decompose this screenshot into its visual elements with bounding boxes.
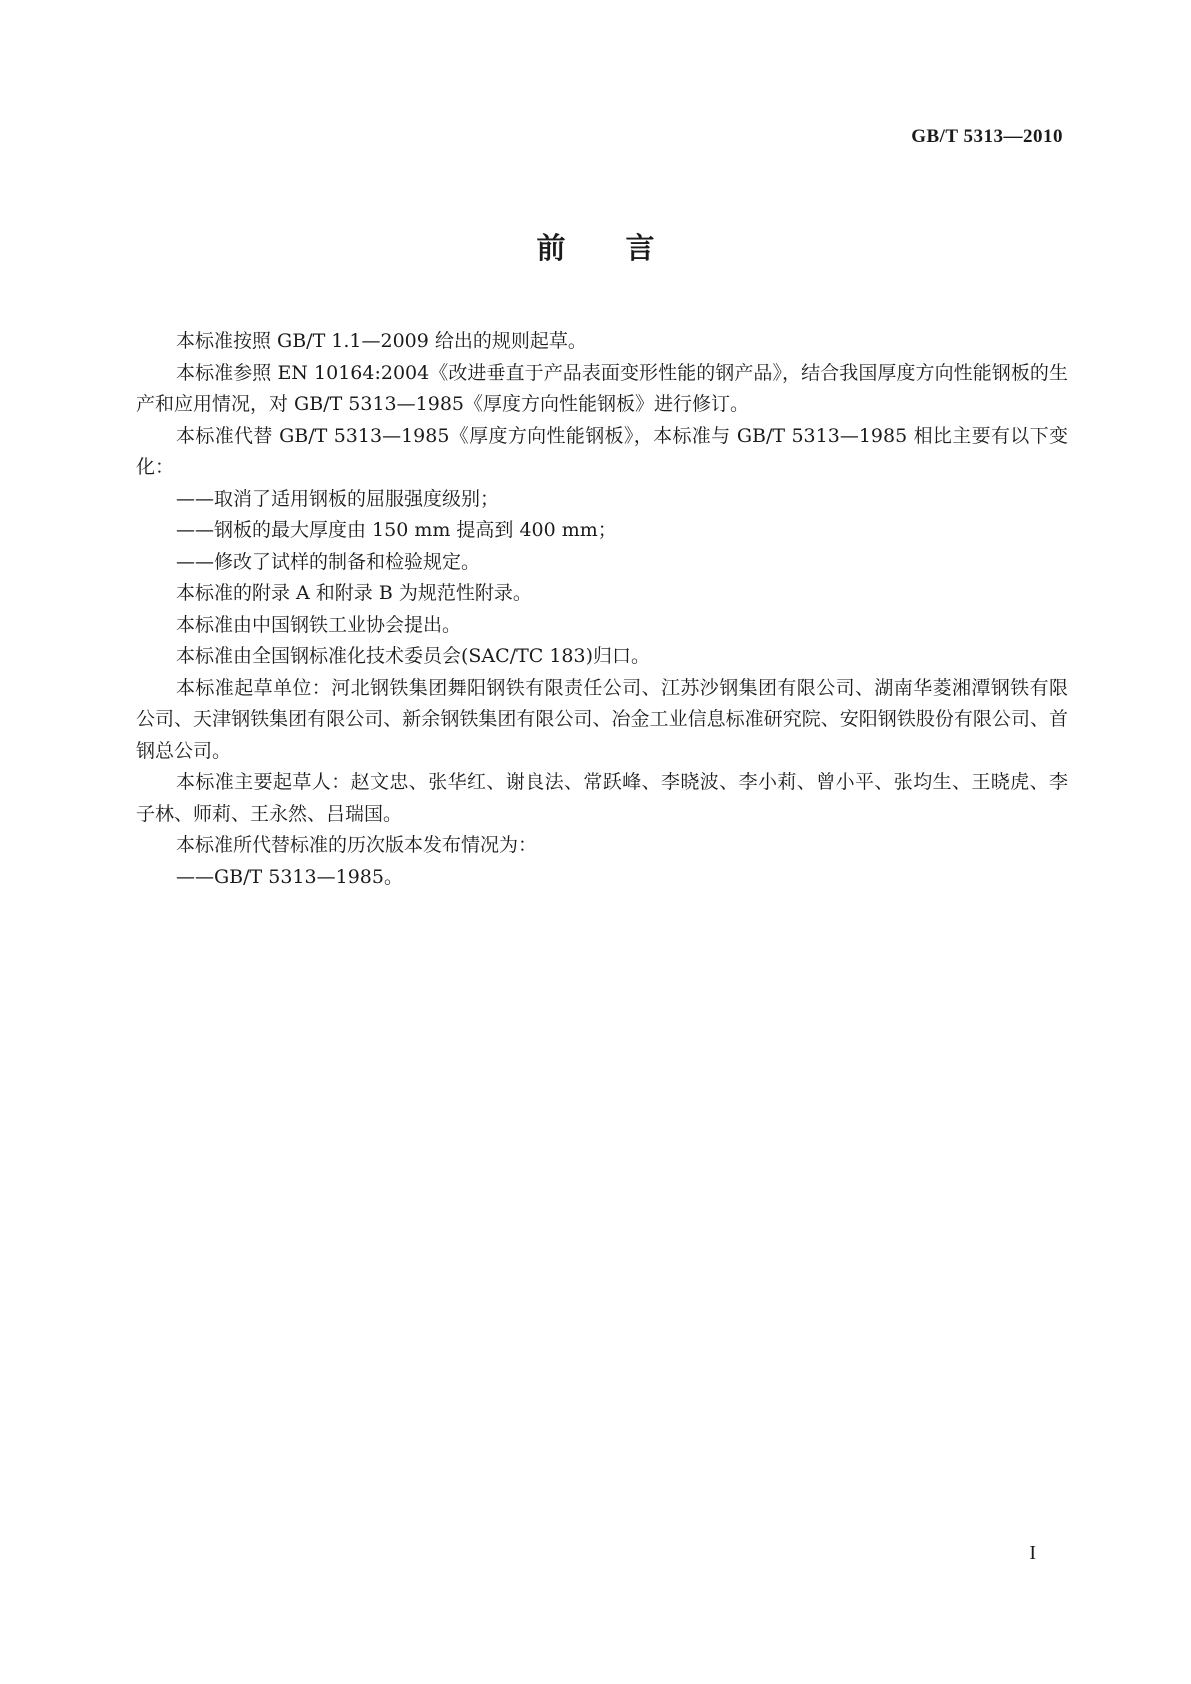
change-item: ——取消了适用钢板的屈服强度级别； xyxy=(176,487,500,510)
history-item: ——GB/T 5313—1985。 xyxy=(176,865,403,888)
document-code: GB/T 5313—2010 xyxy=(911,126,1063,147)
paragraph-annexes: 本标准的附录 A 和附录 B 为规范性附录。 xyxy=(176,582,532,604)
paragraph-proposer: 本标准由中国钢铁工业协会提出。 xyxy=(176,613,462,636)
change-item: ——修改了试样的制备和检验规定。 xyxy=(176,550,481,573)
page-number: I xyxy=(1029,1542,1036,1564)
paragraph-committee: 本标准由全国钢标准化技术委员会(SAC/TC 183)归口。 xyxy=(176,645,651,667)
paragraph-drafters: 本标准主要起草人：赵文忠、张华红、谢良法、常跃峰、李晓波、李小莉、曾小平、张均生、王晓虎、李子林、师莉、王永然、吕瑞国。 xyxy=(136,771,1068,825)
paragraph-history: 本标准所代替标准的历次版本发布情况为： xyxy=(176,834,538,856)
paragraph-drafting-units: 本标准起草单位：河北钢铁集团舞阳钢铁有限责任公司、江苏沙钢集团有限公司、湖南华菱湘潭钢铁有限公司、天津钢铁集团有限公司、新余钢铁集团有限公司、冶金工业信息标准研究院、安阳钢铁股份有限公司、首钢总公司。 xyxy=(136,676,1068,762)
paragraph-drafting-rules: 本标准按照 GB/T 1.1—2009 给出的规则起草。 xyxy=(176,330,587,352)
document-body xyxy=(136,326,1068,893)
paragraph-replaces: 本标准代替 GB/T 5313—1985《厚度方向性能钢板》，本标准与 GB/T 5313—1985 相比主要有以下变化： xyxy=(136,424,1068,478)
page-title: 前言 xyxy=(536,231,715,265)
paragraph-reference: 本标准参照 EN 10164:2004《改进垂直于产品表面变形性能的钢产品》，结合我国厚度方向性能钢板的生产和应用情况，对 GB/T 5313—1985《厚度方向性能钢板》进行修订。 xyxy=(136,361,1068,415)
change-item: ——钢板的最大厚度由 150 mm 提高到 400 mm； xyxy=(176,519,617,541)
